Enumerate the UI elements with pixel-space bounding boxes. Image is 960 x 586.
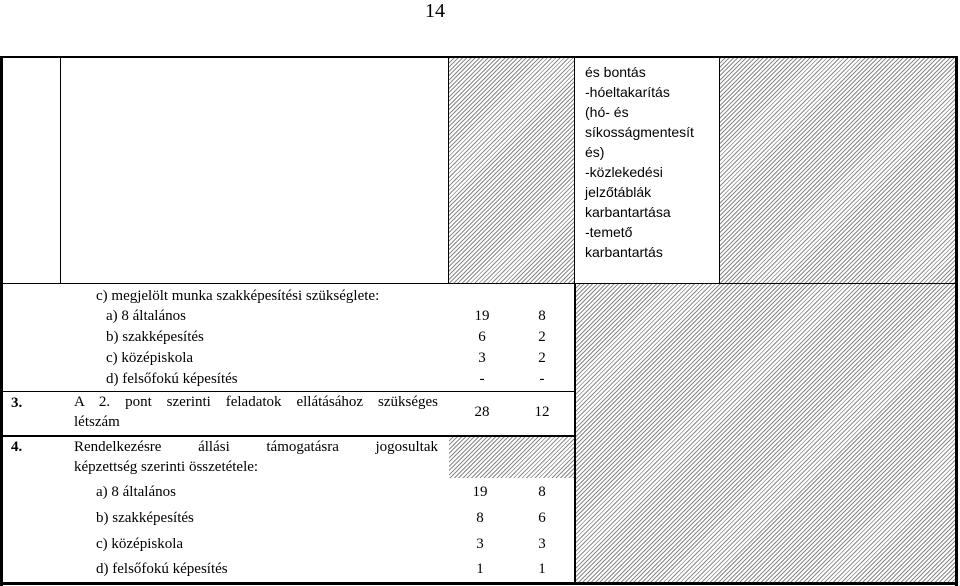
note-line: -közlekedési: [585, 164, 663, 180]
row-4-text-line2: képzettség szerinti összetétele:: [74, 459, 259, 475]
row-separator-3: [0, 391, 576, 392]
note-line: (hó- és: [585, 104, 629, 120]
hatched-area-row4-header: [449, 436, 576, 478]
hatched-area-right: [576, 283, 955, 582]
table-row-label: c) középiskola: [106, 350, 194, 366]
row-3-text-line1: A 2. pont szerinti feladatok ellátásához szükséges: [74, 394, 438, 410]
row-3-value-1: 28: [474, 404, 490, 420]
table-row-value-2: 6: [538, 510, 546, 526]
table-row-value-1: -: [479, 371, 485, 387]
table-row-value-2: 8: [538, 308, 546, 324]
table-row-label: c) középiskola: [96, 536, 184, 552]
row-4-text-line1: Rendelkezésre állási támogatásra jogosultak: [74, 439, 438, 455]
row-separator-4: [0, 435, 576, 437]
note-line: -temető: [585, 224, 633, 240]
table-row-value-1: 6: [478, 329, 486, 345]
table-row-label: a) 8 általános: [96, 484, 176, 500]
col-divider-num: [60, 58, 61, 283]
table-right-border: [955, 56, 958, 586]
note-line: és bontás: [585, 64, 646, 80]
table-row-value-2: 2: [538, 350, 546, 366]
table-row-label: d) felsőfokú képesítés: [106, 371, 238, 387]
table-row-value-1: 8: [476, 510, 484, 526]
col-divider-lower: [574, 283, 576, 583]
table-row-label: a) 8 általános: [106, 308, 186, 324]
note-line: karbantartása: [585, 204, 671, 220]
note-line: karbantartás: [585, 244, 663, 260]
section-c-title: c) megjelölt munka szakképesítési szükséglete:: [96, 288, 380, 304]
table-row-value-2: -: [539, 371, 545, 387]
table-row-label: b) szakképesítés: [106, 329, 204, 345]
row-separator-top: [0, 283, 957, 284]
table-row-value-1: 3: [478, 350, 486, 366]
table-left-border: [0, 56, 3, 586]
table-row-value-2: 8: [538, 484, 546, 500]
note-line: -hóeltakarítás: [585, 84, 670, 100]
col-divider-note-right: [719, 58, 720, 283]
hatched-area-top-1: [449, 58, 574, 283]
page-number: 14: [425, 0, 445, 22]
table-row-value-2: 1: [538, 561, 546, 577]
col-divider-note-left: [574, 58, 575, 283]
note-text: [585, 62, 715, 262]
table-row-value-2: 3: [538, 536, 546, 552]
table-row-value-1: 19: [474, 308, 490, 324]
row-3-number: 3.: [11, 395, 23, 411]
table-row-value-1: 1: [476, 561, 484, 577]
row-3-text-line2: létszám: [74, 414, 120, 430]
table-row-value-1: 19: [472, 484, 488, 500]
table-row-value-2: 2: [538, 329, 546, 345]
note-line: és): [585, 144, 605, 160]
table-row-label: b) szakképesítés: [96, 510, 194, 526]
row-3-value-2: 12: [534, 404, 550, 420]
note-line: síkosságmentesít: [585, 124, 694, 140]
table-row-label: d) felsőfokú képesítés: [96, 561, 228, 577]
table-bottom-border: [0, 582, 957, 585]
row-4-number: 4.: [11, 439, 23, 455]
note-line: jelzőtáblák: [585, 184, 652, 200]
table-row-value-1: 3: [476, 536, 484, 552]
hatched-area-top-2: [720, 58, 955, 283]
